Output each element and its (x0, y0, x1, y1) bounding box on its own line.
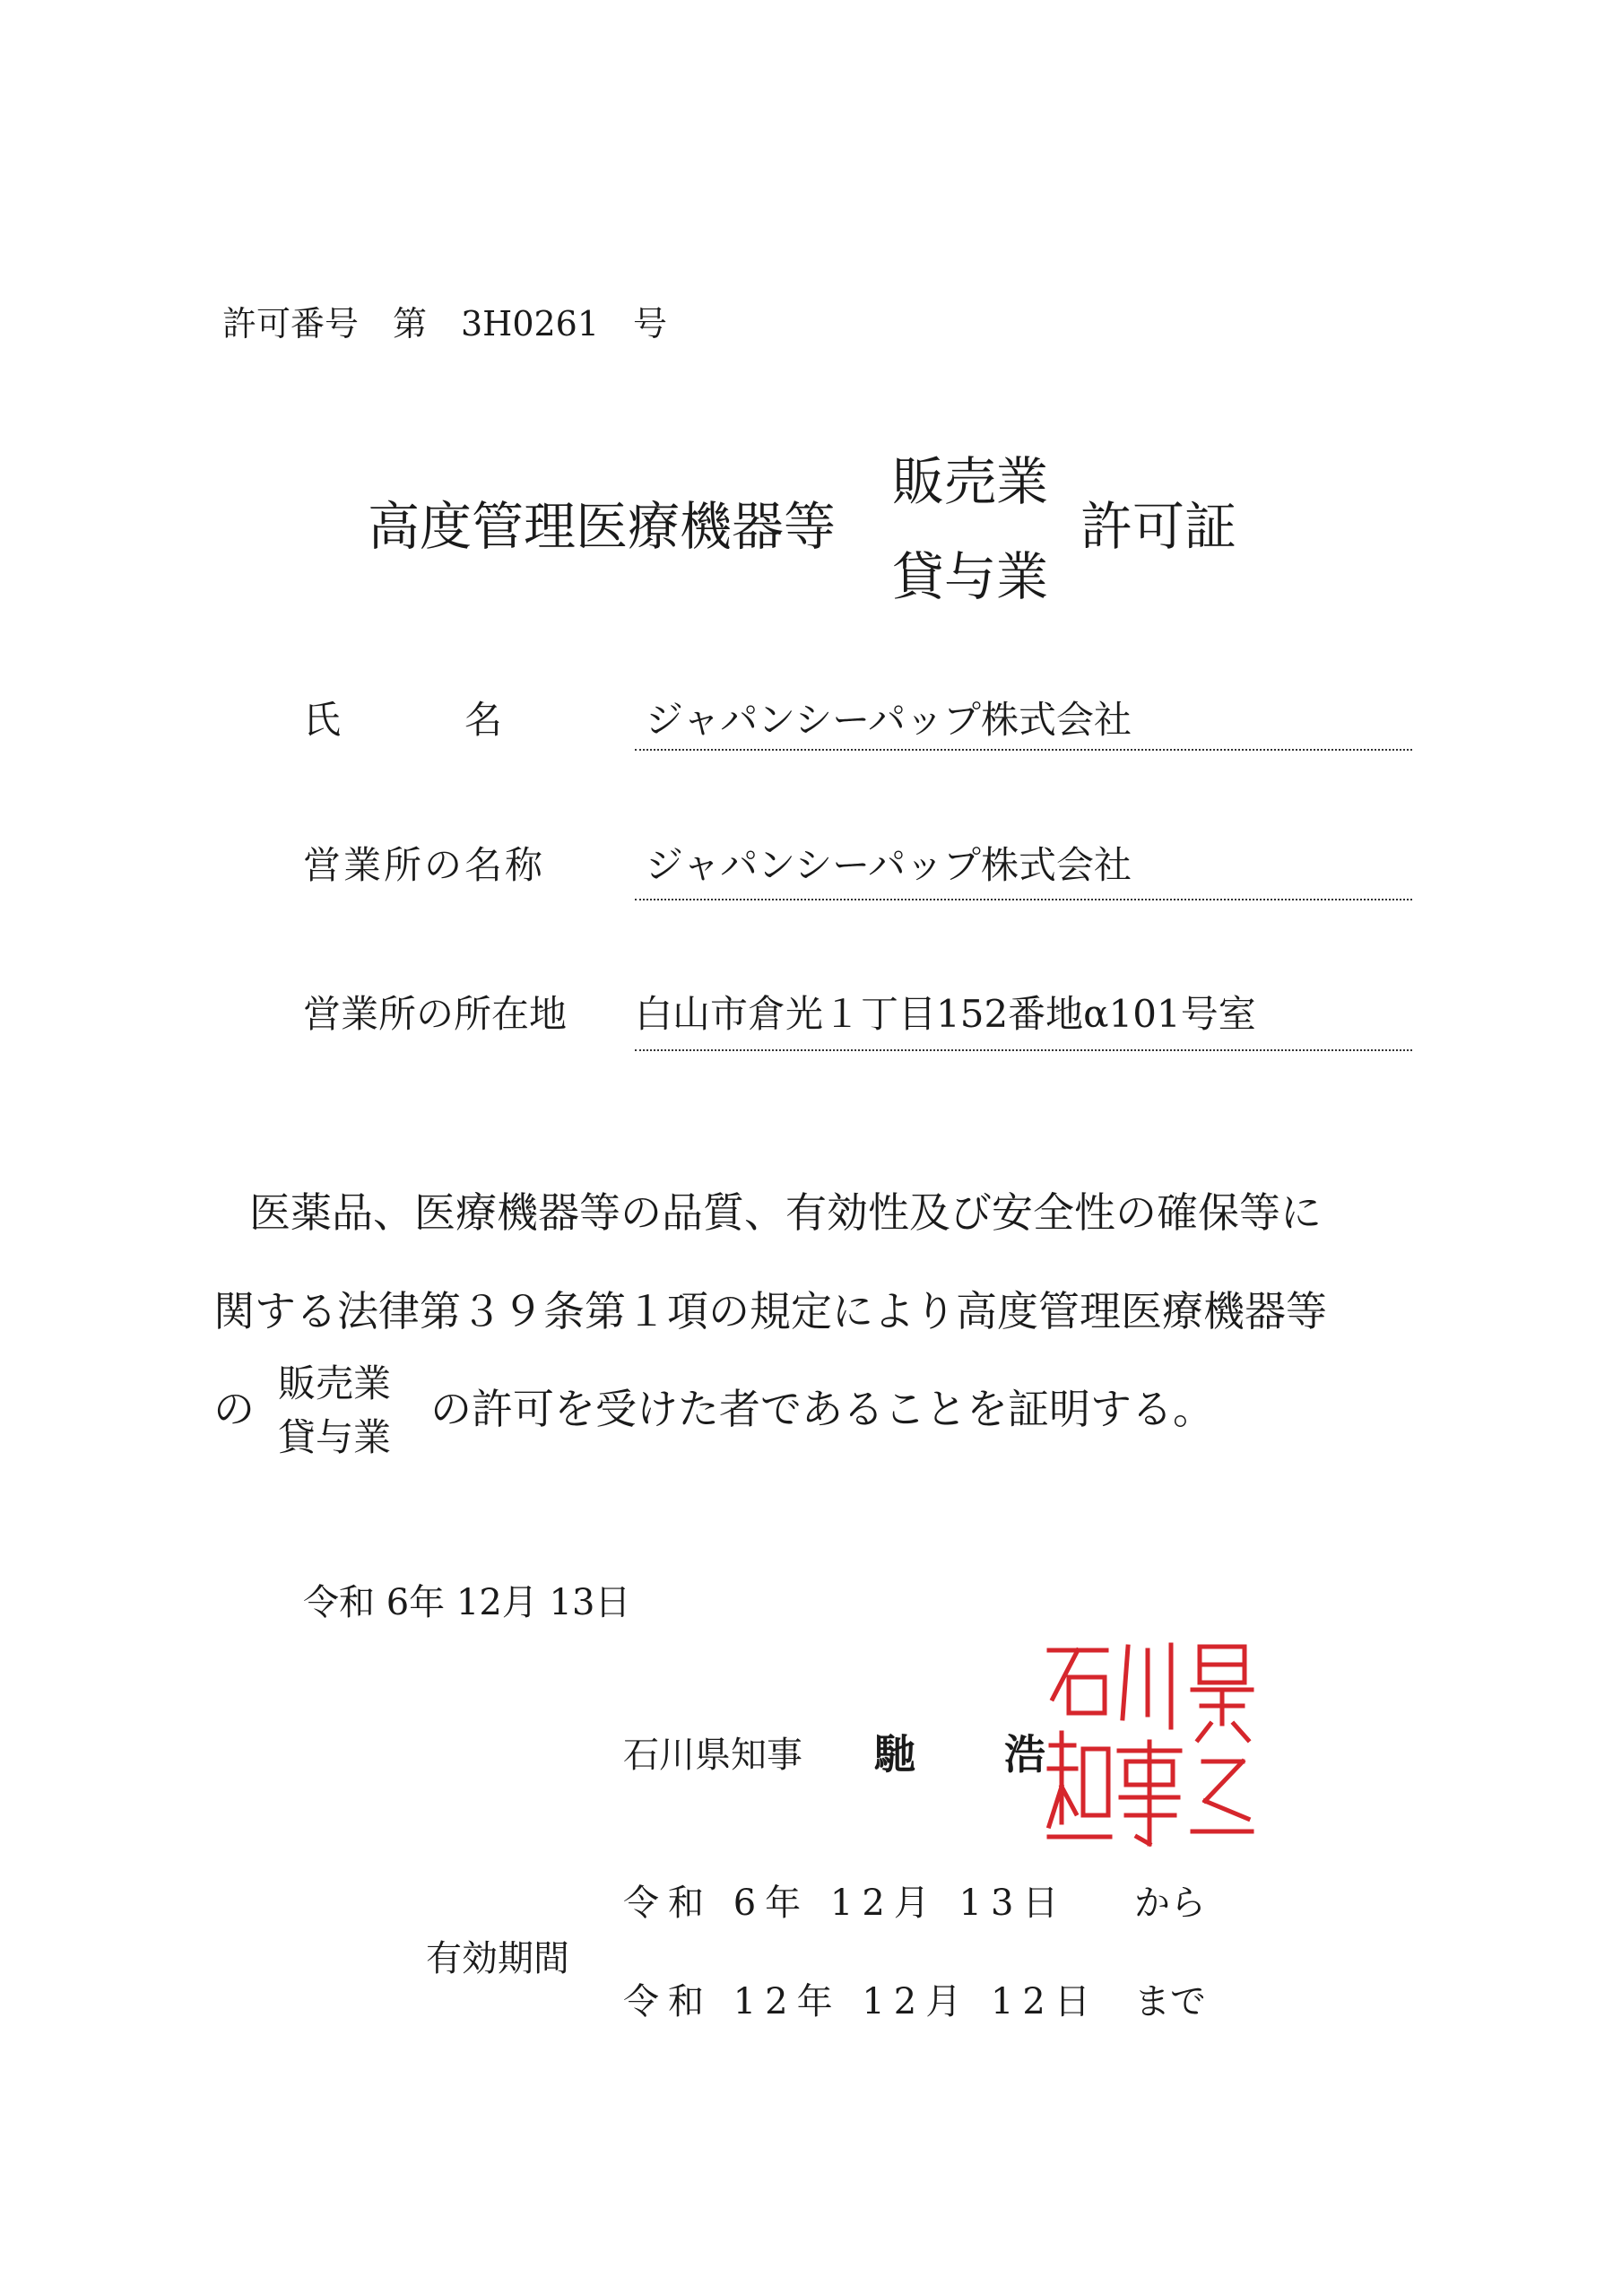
certificate-title-business-type-2: 貸与業 (892, 546, 1049, 607)
validity-from-word: から (1134, 1883, 1206, 1924)
issuer-name-last: 浩 (1004, 1730, 1045, 1779)
permit-number: 許可番号 第 3H0261 号 (222, 304, 668, 344)
body-text-line-2: 関する法律第３９条第１項の規定により高度管理医療機器等 (213, 1287, 1327, 1335)
certificate-title-suffix: 許可証 (1080, 496, 1237, 557)
body-text-line-3-prefix: の (213, 1385, 255, 1433)
validity-to-word: まで (1134, 1981, 1206, 2022)
body-text-business-type-2: 貸与業 (278, 1415, 392, 1459)
field-underline-name (635, 749, 1412, 751)
field-label-name: 氏 名 (303, 698, 506, 742)
issuer-title: 石川県知事 (623, 1735, 802, 1776)
body-text-line-1: 医薬品、医療機器等の品質、有効性及び安全性の確保等に (249, 1188, 1322, 1237)
issuer-name-first: 馳 (874, 1730, 915, 1779)
field-underline-office-name (635, 899, 1412, 900)
field-value-name: ジャパンシーパップ株式会社 (646, 698, 1132, 742)
field-label-office-name: 営業所の名称 (303, 843, 546, 887)
field-value-office-name: ジャパンシーパップ株式会社 (646, 843, 1132, 887)
certificate-title-main: 高度管理医療機器等 (368, 496, 837, 557)
issue-date: 令和 6年 12月 13日 (303, 1582, 631, 1623)
field-value-office-address: 白山市倉光１丁目152番地α101号室 (635, 992, 1256, 1036)
body-text-business-type-1: 販売業 (278, 1361, 392, 1405)
validity-label: 有効期間 (426, 1938, 569, 1979)
field-label-office-address: 営業所の所在地 (303, 992, 568, 1036)
field-underline-office-address (635, 1049, 1412, 1051)
body-text-line-3-suffix: の許可を受けた者であることを証明する。 (430, 1385, 1214, 1433)
validity-to-date: 令和 12年 12月 12日 (623, 1981, 1099, 2022)
validity-from-date: 令和 6年 12月 13日 (623, 1883, 1068, 1924)
official-seal-stamp (1040, 1634, 1255, 1849)
certificate-title-business-type-1: 販売業 (892, 451, 1049, 512)
